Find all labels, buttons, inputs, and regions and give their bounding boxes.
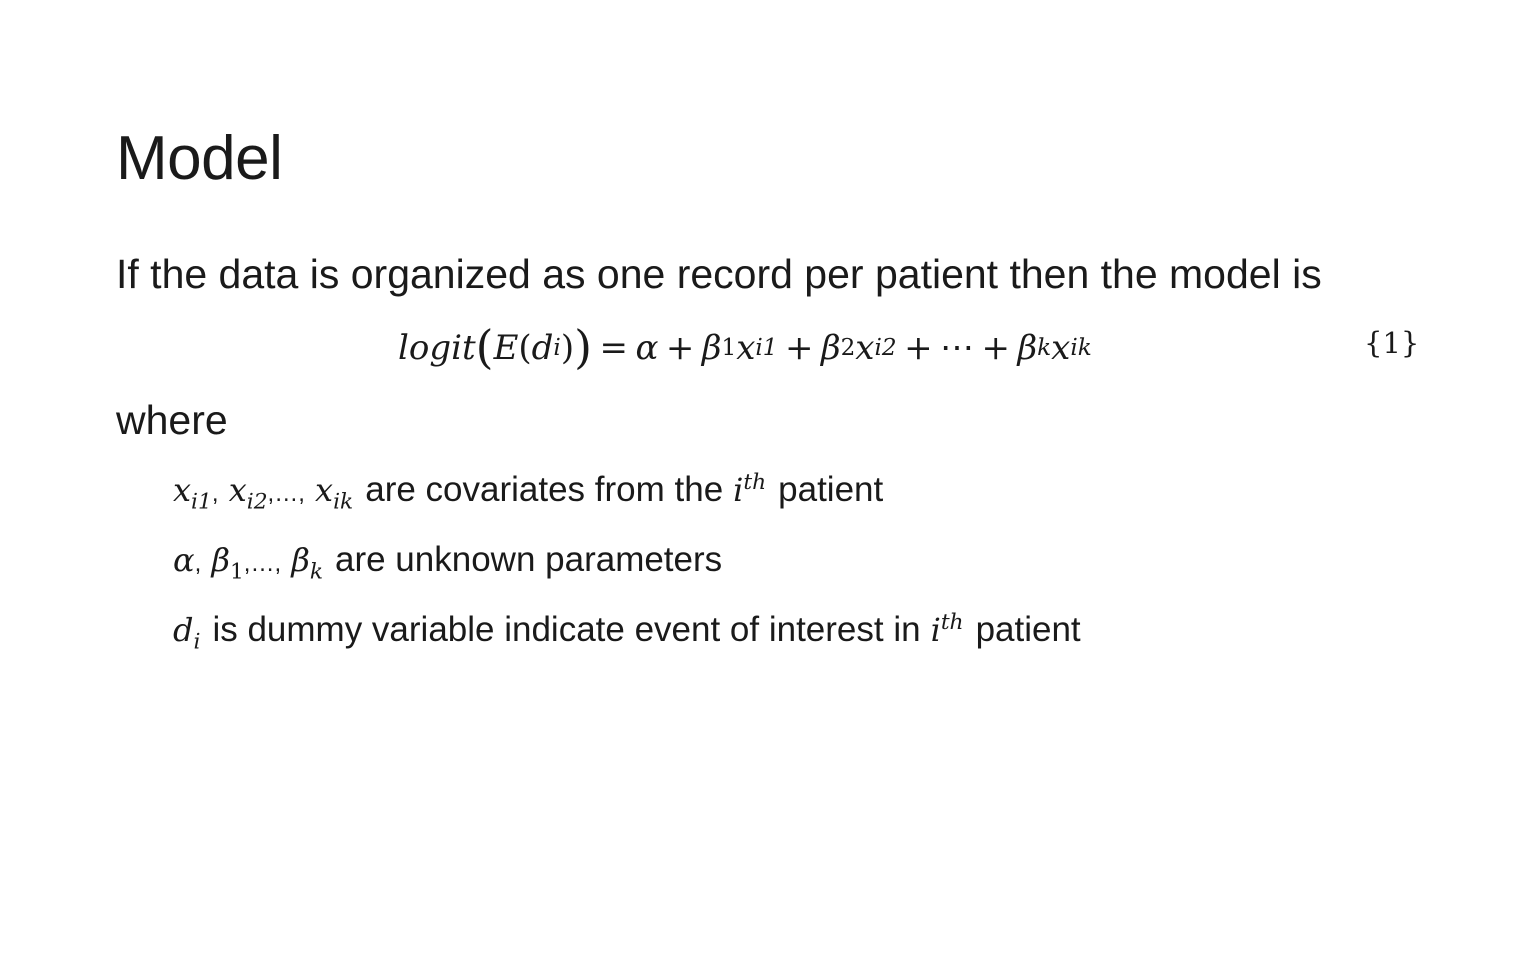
def1-ordinal-base: i <box>733 471 744 509</box>
def3-ordinal <box>931 611 964 649</box>
def1-math <box>173 471 354 515</box>
eq-x-k-sub: ik <box>1070 335 1092 361</box>
def3-tail: patient <box>975 610 1081 649</box>
slide-title: Model <box>116 124 283 193</box>
def1-x2: x <box>228 471 247 509</box>
def3-text: is dummy variable indicate event of interest in <box>212 610 921 649</box>
def2-betak: β <box>291 541 310 579</box>
def1-sep-2: ,…, <box>267 480 305 507</box>
def1-tail: patient <box>778 470 884 509</box>
definition-dummy <box>173 610 1081 680</box>
def2-math <box>173 541 323 585</box>
eq-d-sub: i <box>553 335 561 361</box>
def2-sep-1: , <box>194 550 202 577</box>
def3-math <box>173 611 201 655</box>
eq-x-1-sub: i1 <box>755 335 778 361</box>
eq-x-1: x <box>736 328 756 368</box>
eq-equals: = <box>599 328 628 368</box>
def3-d: d <box>173 611 194 649</box>
def1-ordinal <box>733 471 766 509</box>
eq-alpha: α <box>635 328 659 368</box>
def1-sep-1: , <box>211 480 219 507</box>
eq-close-paren: ) <box>574 320 592 375</box>
eq-x-2: x <box>855 328 875 368</box>
eq-logit: logit <box>398 328 476 368</box>
eq-beta-1: β <box>701 328 722 368</box>
def1-text: are covariates from the <box>365 470 724 509</box>
definition-covariates <box>173 470 1081 540</box>
def2-beta1-sub: 1 <box>229 559 244 585</box>
intro-text: If the data is organized as one record per patient then the model is <box>116 251 1322 297</box>
definition-parameters <box>173 540 1081 610</box>
def2-text: are unknown parameters <box>335 540 723 579</box>
def2-beta1: β <box>211 541 230 579</box>
eq-open-paren: ( <box>475 320 494 375</box>
logit-equation: logit ( E ( d i ) ) = α + β 1 x i1 + β 2 x i2 + ⋯ + β k x ik <box>398 320 1092 375</box>
eq-beta-k: β <box>1017 328 1038 368</box>
def1-x2-sub: i2 <box>246 489 268 515</box>
eq-x-2-sub: i2 <box>874 335 897 361</box>
eq-x-k: x <box>1051 328 1071 368</box>
eq-plus-3: + <box>904 328 933 368</box>
eq-ellipsis: ⋯ <box>940 328 975 368</box>
eq-expectation: E <box>493 328 519 368</box>
def3-d-sub: i <box>193 629 201 655</box>
def3-ordinal-sup: th <box>940 610 964 636</box>
eq-beta-k-sub: k <box>1037 335 1052 361</box>
eq-plus-4: + <box>981 328 1010 368</box>
def1-x1: x <box>173 471 192 509</box>
eq-beta-2: β <box>820 328 841 368</box>
def1-xk-sub: ik <box>333 489 354 515</box>
def1-xk: x <box>315 471 334 509</box>
equation-number: {1} <box>1364 326 1420 360</box>
where-label: where <box>116 397 228 443</box>
def2-alpha: α <box>173 541 195 579</box>
eq-inner-close: ) <box>560 328 575 368</box>
eq-inner-open: ( <box>518 328 532 368</box>
eq-plus-1: + <box>665 328 695 368</box>
def1-ordinal-sup: th <box>743 470 767 496</box>
def2-sep-2: ,…, <box>243 550 282 577</box>
definition-list <box>173 470 1081 680</box>
eq-d: d <box>531 328 554 368</box>
def1-x1-sub: i1 <box>191 489 212 515</box>
def2-betak-sub: k <box>309 559 323 585</box>
eq-plus-2: + <box>784 328 814 368</box>
def3-ordinal-base: i <box>930 611 941 649</box>
